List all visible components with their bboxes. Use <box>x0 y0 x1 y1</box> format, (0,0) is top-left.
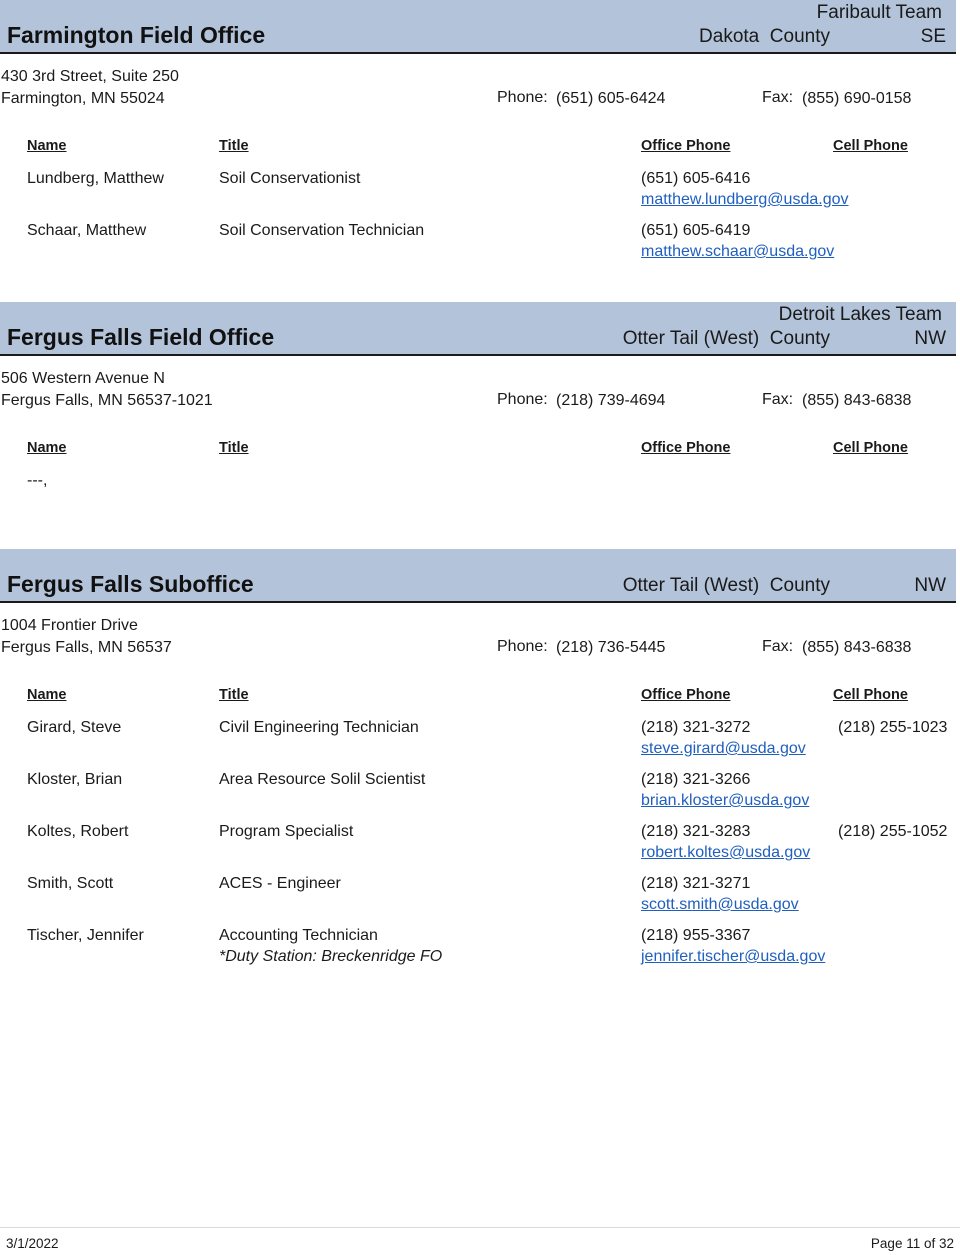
office-header-band <box>0 302 956 356</box>
staff-row <box>0 472 960 524</box>
staff-title: ACES - Engineer <box>219 875 341 892</box>
region-code: NW <box>914 575 946 596</box>
staff-name: Schaar, Matthew <box>27 222 147 239</box>
phone-label: Phone: <box>497 391 548 408</box>
office-fax: (855) 690-0158 <box>802 90 912 107</box>
office-phone: (218) 736-5445 <box>556 639 666 656</box>
county-name: Otter Tail (West) County <box>622 328 830 349</box>
office-section-farmington <box>0 0 960 280</box>
staff-title: Civil Engineering Technician <box>219 719 419 736</box>
staff-row <box>0 823 960 875</box>
staff-office-phone: (218) 321-3271 <box>641 875 751 892</box>
column-header-title: Title <box>219 687 249 703</box>
region-code: SE <box>920 26 946 47</box>
staff-office-phone: (651) 605-6419 <box>641 222 751 239</box>
address-line-2: Farmington, MN 55024 <box>1 90 165 107</box>
office-fax: (855) 843-6838 <box>802 639 912 656</box>
staff-email-link[interactable]: matthew.schaar@usda.gov <box>641 243 835 260</box>
staff-email-link[interactable]: jennifer.tischer@usda.gov <box>641 948 826 965</box>
staff-email-link[interactable]: steve.girard@usda.gov <box>641 740 806 757</box>
column-header-cell-phone: Cell Phone <box>833 138 908 154</box>
column-header-name: Name <box>27 687 67 703</box>
staff-row <box>0 719 960 771</box>
footer-divider <box>0 1227 960 1228</box>
staff-name: Koltes, Robert <box>27 823 129 840</box>
office-name: Fergus Falls Suboffice <box>7 571 254 597</box>
staff-email-link[interactable]: scott.smith@usda.gov <box>641 896 799 913</box>
column-header-cell-phone: Cell Phone <box>833 440 908 456</box>
staff-duty-station-note: *Duty Station: Breckenridge FO <box>219 948 443 965</box>
county-name: Dakota County <box>699 26 830 47</box>
office-address <box>1 66 179 110</box>
staff-cell-phone: (218) 255-1023 <box>838 719 948 736</box>
fax-label: Fax: <box>762 391 794 408</box>
footer-date: 3/1/2022 <box>6 1236 59 1251</box>
column-header-title: Title <box>219 138 249 154</box>
staff-name: Tischer, Jennifer <box>27 927 144 944</box>
office-name: Farmington Field Office <box>7 22 266 48</box>
staff-row <box>0 927 960 979</box>
address-line-2: Fergus Falls, MN 56537 <box>1 639 172 656</box>
column-header-office-phone: Office Phone <box>641 687 731 703</box>
address-line-1: 506 Western Avenue N <box>1 370 165 387</box>
office-phone: (218) 739-4694 <box>556 392 666 409</box>
column-header-name: Name <box>27 440 67 456</box>
column-header-cell-phone: Cell Phone <box>833 687 908 703</box>
staff-office-phone: (218) 321-3272 <box>641 719 751 736</box>
office-address <box>1 368 213 412</box>
address-line-1: 430 3rd Street, Suite 250 <box>1 68 179 85</box>
staff-email-link[interactable]: robert.koltes@usda.gov <box>641 844 811 861</box>
county-name: Otter Tail (West) County <box>622 575 830 596</box>
phone-label: Phone: <box>497 89 548 106</box>
staff-row <box>0 875 960 927</box>
staff-title: Program Specialist <box>219 823 354 840</box>
fax-label: Fax: <box>762 89 794 106</box>
staff-name: ---, <box>27 472 48 489</box>
staff-title: Soil Conservationist <box>219 170 361 187</box>
address-line-1: 1004 Frontier Drive <box>1 617 138 634</box>
column-header-name: Name <box>27 138 67 154</box>
staff-title: Soil Conservation Technician <box>219 222 425 239</box>
column-header-office-phone: Office Phone <box>641 440 731 456</box>
page-number: Page 11 of 32 <box>870 1236 954 1251</box>
office-header-band <box>0 0 956 54</box>
column-header-title: Title <box>219 440 249 456</box>
office-address <box>1 615 172 659</box>
column-header-office-phone: Office Phone <box>641 138 731 154</box>
staff-name: Lundberg, Matthew <box>27 170 164 187</box>
team-name: Detroit Lakes Team <box>778 304 942 325</box>
staff-office-phone: (218) 321-3283 <box>641 823 751 840</box>
staff-office-phone: (651) 605-6416 <box>641 170 751 187</box>
address-line-2: Fergus Falls, MN 56537-1021 <box>1 392 213 409</box>
office-fax: (855) 843-6838 <box>802 392 912 409</box>
staff-title: Accounting Technician <box>219 927 378 944</box>
office-name: Fergus Falls Field Office <box>7 324 275 350</box>
team-name: Faribault Team <box>816 2 942 23</box>
office-section-fergus-falls-suboffice <box>0 549 960 989</box>
office-header-band <box>0 549 956 603</box>
staff-office-phone: (218) 321-3266 <box>641 771 751 788</box>
staff-row <box>0 771 960 823</box>
staff-name: Girard, Steve <box>27 719 122 736</box>
staff-row <box>0 170 960 222</box>
region-code: NW <box>914 328 946 349</box>
staff-title: Area Resource Solil Scientist <box>219 771 426 788</box>
fax-label: Fax: <box>762 638 794 655</box>
staff-name: Smith, Scott <box>27 875 114 892</box>
staff-office-phone: (218) 955-3367 <box>641 927 751 944</box>
staff-email-link[interactable]: brian.kloster@usda.gov <box>641 792 810 809</box>
phone-label: Phone: <box>497 638 548 655</box>
staff-cell-phone: (218) 255-1052 <box>838 823 948 840</box>
staff-row <box>0 222 960 274</box>
staff-email-link[interactable]: matthew.lundberg@usda.gov <box>641 191 849 208</box>
staff-name: Kloster, Brian <box>27 771 123 788</box>
office-phone: (651) 605-6424 <box>556 90 666 107</box>
office-section-fergus-falls-field <box>0 302 960 532</box>
